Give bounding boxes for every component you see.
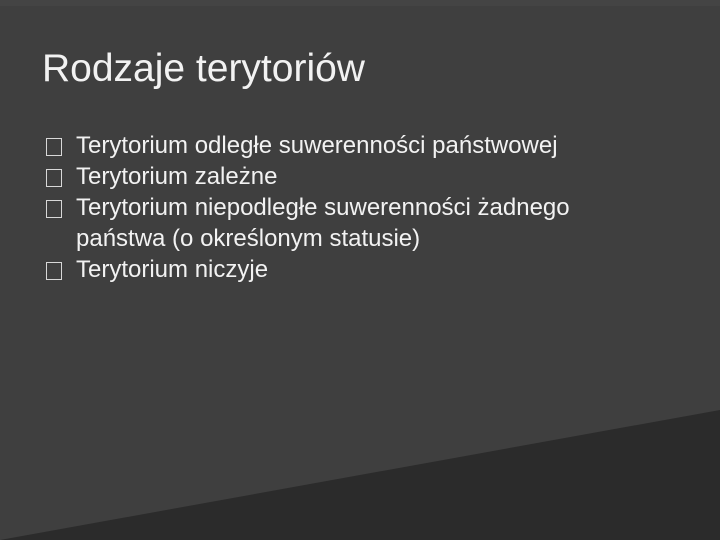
- bullet-item: [44, 161, 604, 192]
- bullet-item: [44, 130, 604, 161]
- bullet-text: Terytorium odległe suwerenności państwowej: [76, 132, 558, 159]
- bullet-text: Terytorium niepodległe suwerenności żadnego państwa (o określonym statusie): [76, 194, 570, 252]
- checkbox-bullet-icon: [46, 200, 62, 218]
- checkbox-bullet-icon: [46, 138, 62, 156]
- bullet-text: Terytorium niczyje: [76, 256, 269, 283]
- bullet-text: Terytorium zależne: [76, 163, 278, 190]
- bullet-item: [44, 254, 604, 285]
- checkbox-bullet-icon: [46, 169, 62, 187]
- slide-title: Rodzaje terytoriów: [42, 47, 365, 90]
- panel-highlight: [0, 0, 720, 6]
- bullet-list: [44, 130, 604, 285]
- bullet-item: [44, 192, 604, 254]
- checkbox-bullet-icon: [46, 262, 62, 280]
